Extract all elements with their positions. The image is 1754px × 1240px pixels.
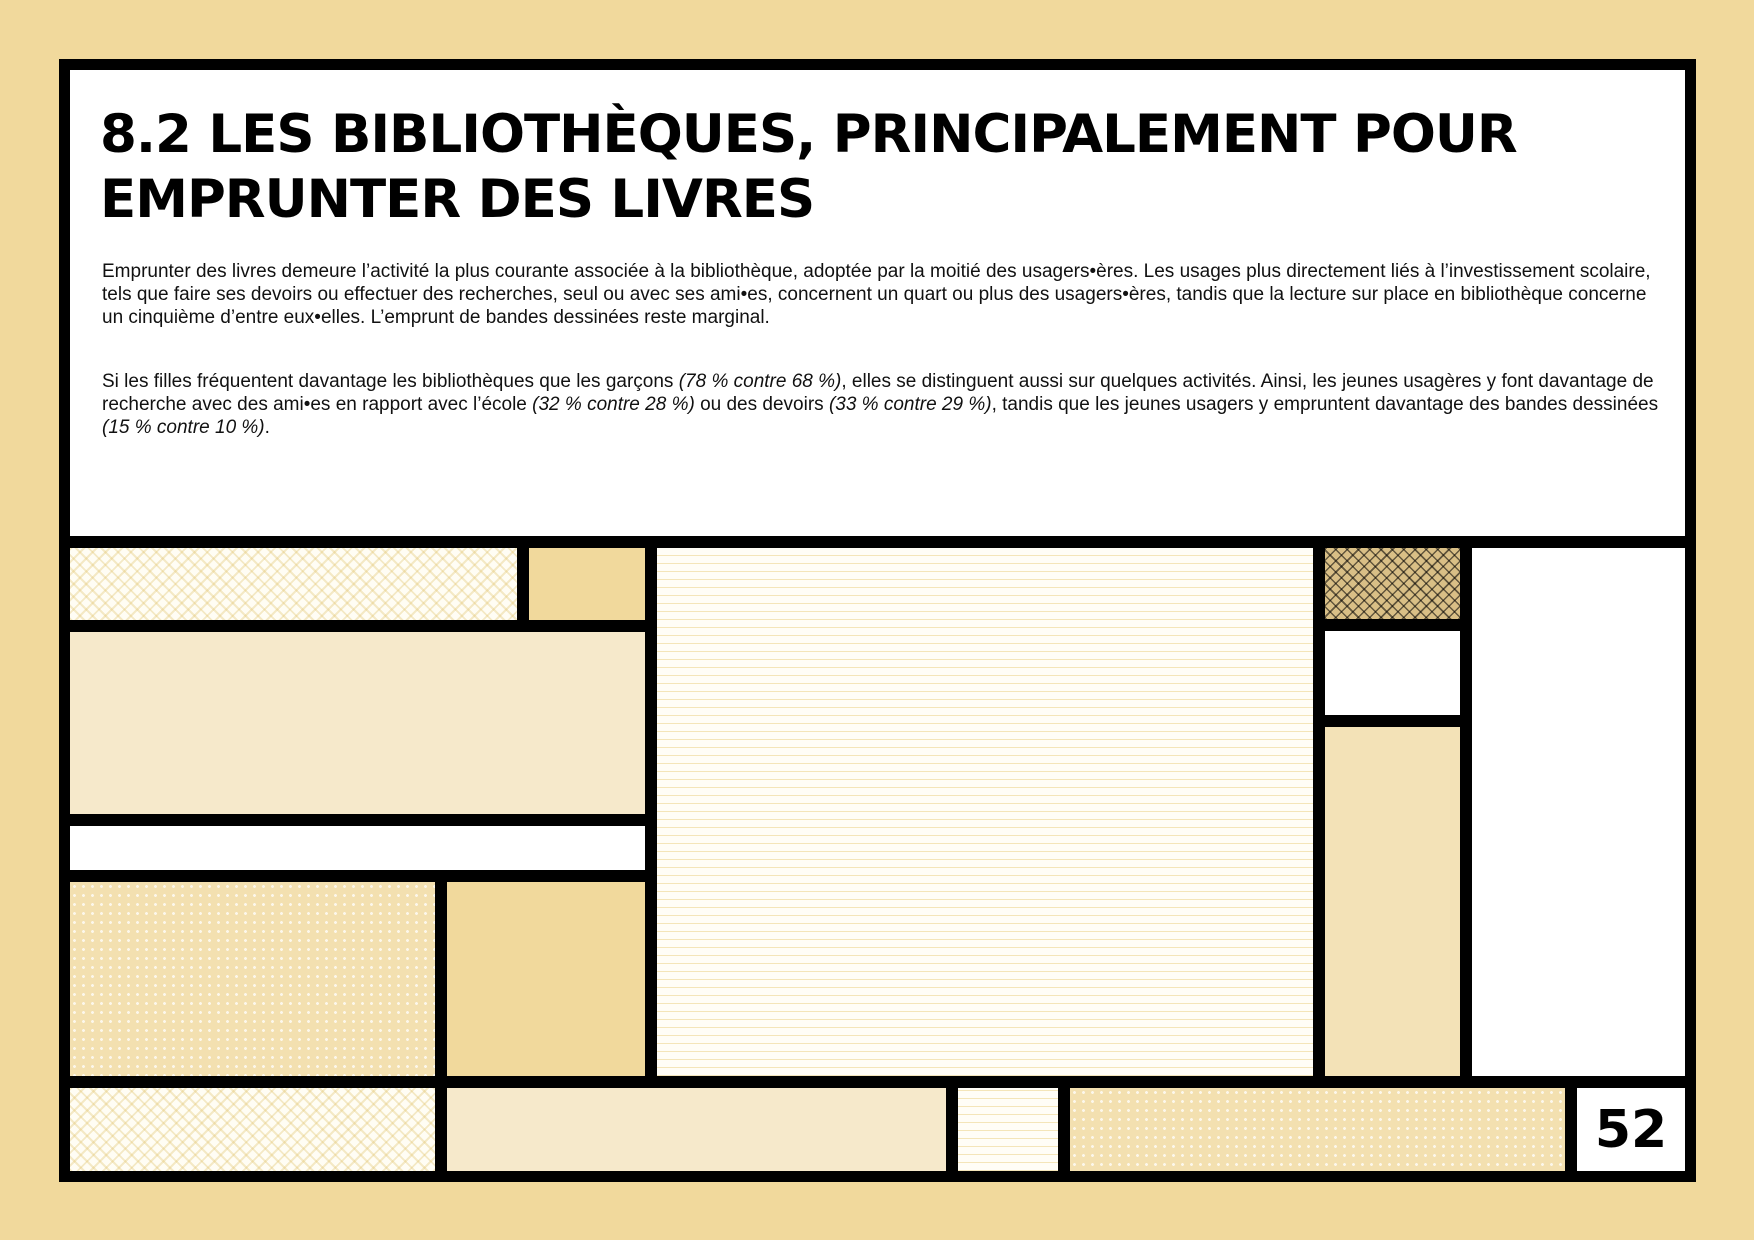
paragraph-text: , elles se distinguent aussi sur quelques activités. Ainsi, les jeunes usagères y font davantage de recherche avec des ami•es en rapport avec l’école <box>102 371 1654 415</box>
page-number: 52 <box>1577 1088 1685 1171</box>
mosaic-block <box>1325 548 1460 619</box>
stat-comics: (15 % contre 10 %) <box>102 417 265 438</box>
paragraph-text: . <box>264 417 270 438</box>
mosaic-block <box>1325 727 1460 1076</box>
page-frame <box>59 59 1696 1182</box>
stat-research: (32 % contre 28 %) <box>532 394 695 415</box>
page-title: 8.2 LES BIBLIOTHÈQUES, PRINCIPALEMENT POUR EMPRUNTER DES LIVRES <box>100 104 1517 230</box>
mosaic-block <box>447 882 645 1076</box>
mosaic-block <box>70 548 517 620</box>
mosaic-block <box>1325 631 1460 715</box>
mosaic-block <box>70 1088 435 1171</box>
mosaic-block <box>657 548 1313 1076</box>
stat-girls-boys: (78 % contre 68 %) <box>678 371 842 392</box>
mosaic-block <box>70 826 645 870</box>
text-panel <box>70 70 1685 536</box>
mosaic-block <box>447 1088 946 1171</box>
mosaic-block <box>70 632 645 814</box>
mosaic-block <box>1070 1088 1565 1171</box>
stat-homework: (33 % contre 29 %) <box>828 394 992 415</box>
mosaic-block <box>958 1088 1058 1171</box>
intro-paragraph: Emprunter des livres demeure l’activité la plus courante associée à la bibliothèque, adoptée par la moitié des usagers•ères. Les usages plus directement liés à l’investissement scolaire, tels que faire ses devoirs ou effectuer des recherches, seul ou avec ses ami•es, concernent un quart ou plus des usagers•ères, tandis que la lecture sur place en bibliothèque concerne un cinquième d’entre eux•elles. L’emprunt de bandes dessinées reste marginal. <box>102 261 1651 328</box>
mosaic-block <box>1472 548 1685 1076</box>
gender-paragraph <box>102 370 1662 439</box>
mosaic-block <box>70 882 435 1076</box>
paragraph-text: Si les filles fréquentent davantage les bibliothèques que les garçons <box>102 371 679 392</box>
paragraph-text: ou des devoirs <box>694 394 829 415</box>
paragraph-text: , tandis que les jeunes usagers y empruntent davantage des bandes dessinées <box>991 394 1659 415</box>
mosaic-block <box>529 548 645 620</box>
